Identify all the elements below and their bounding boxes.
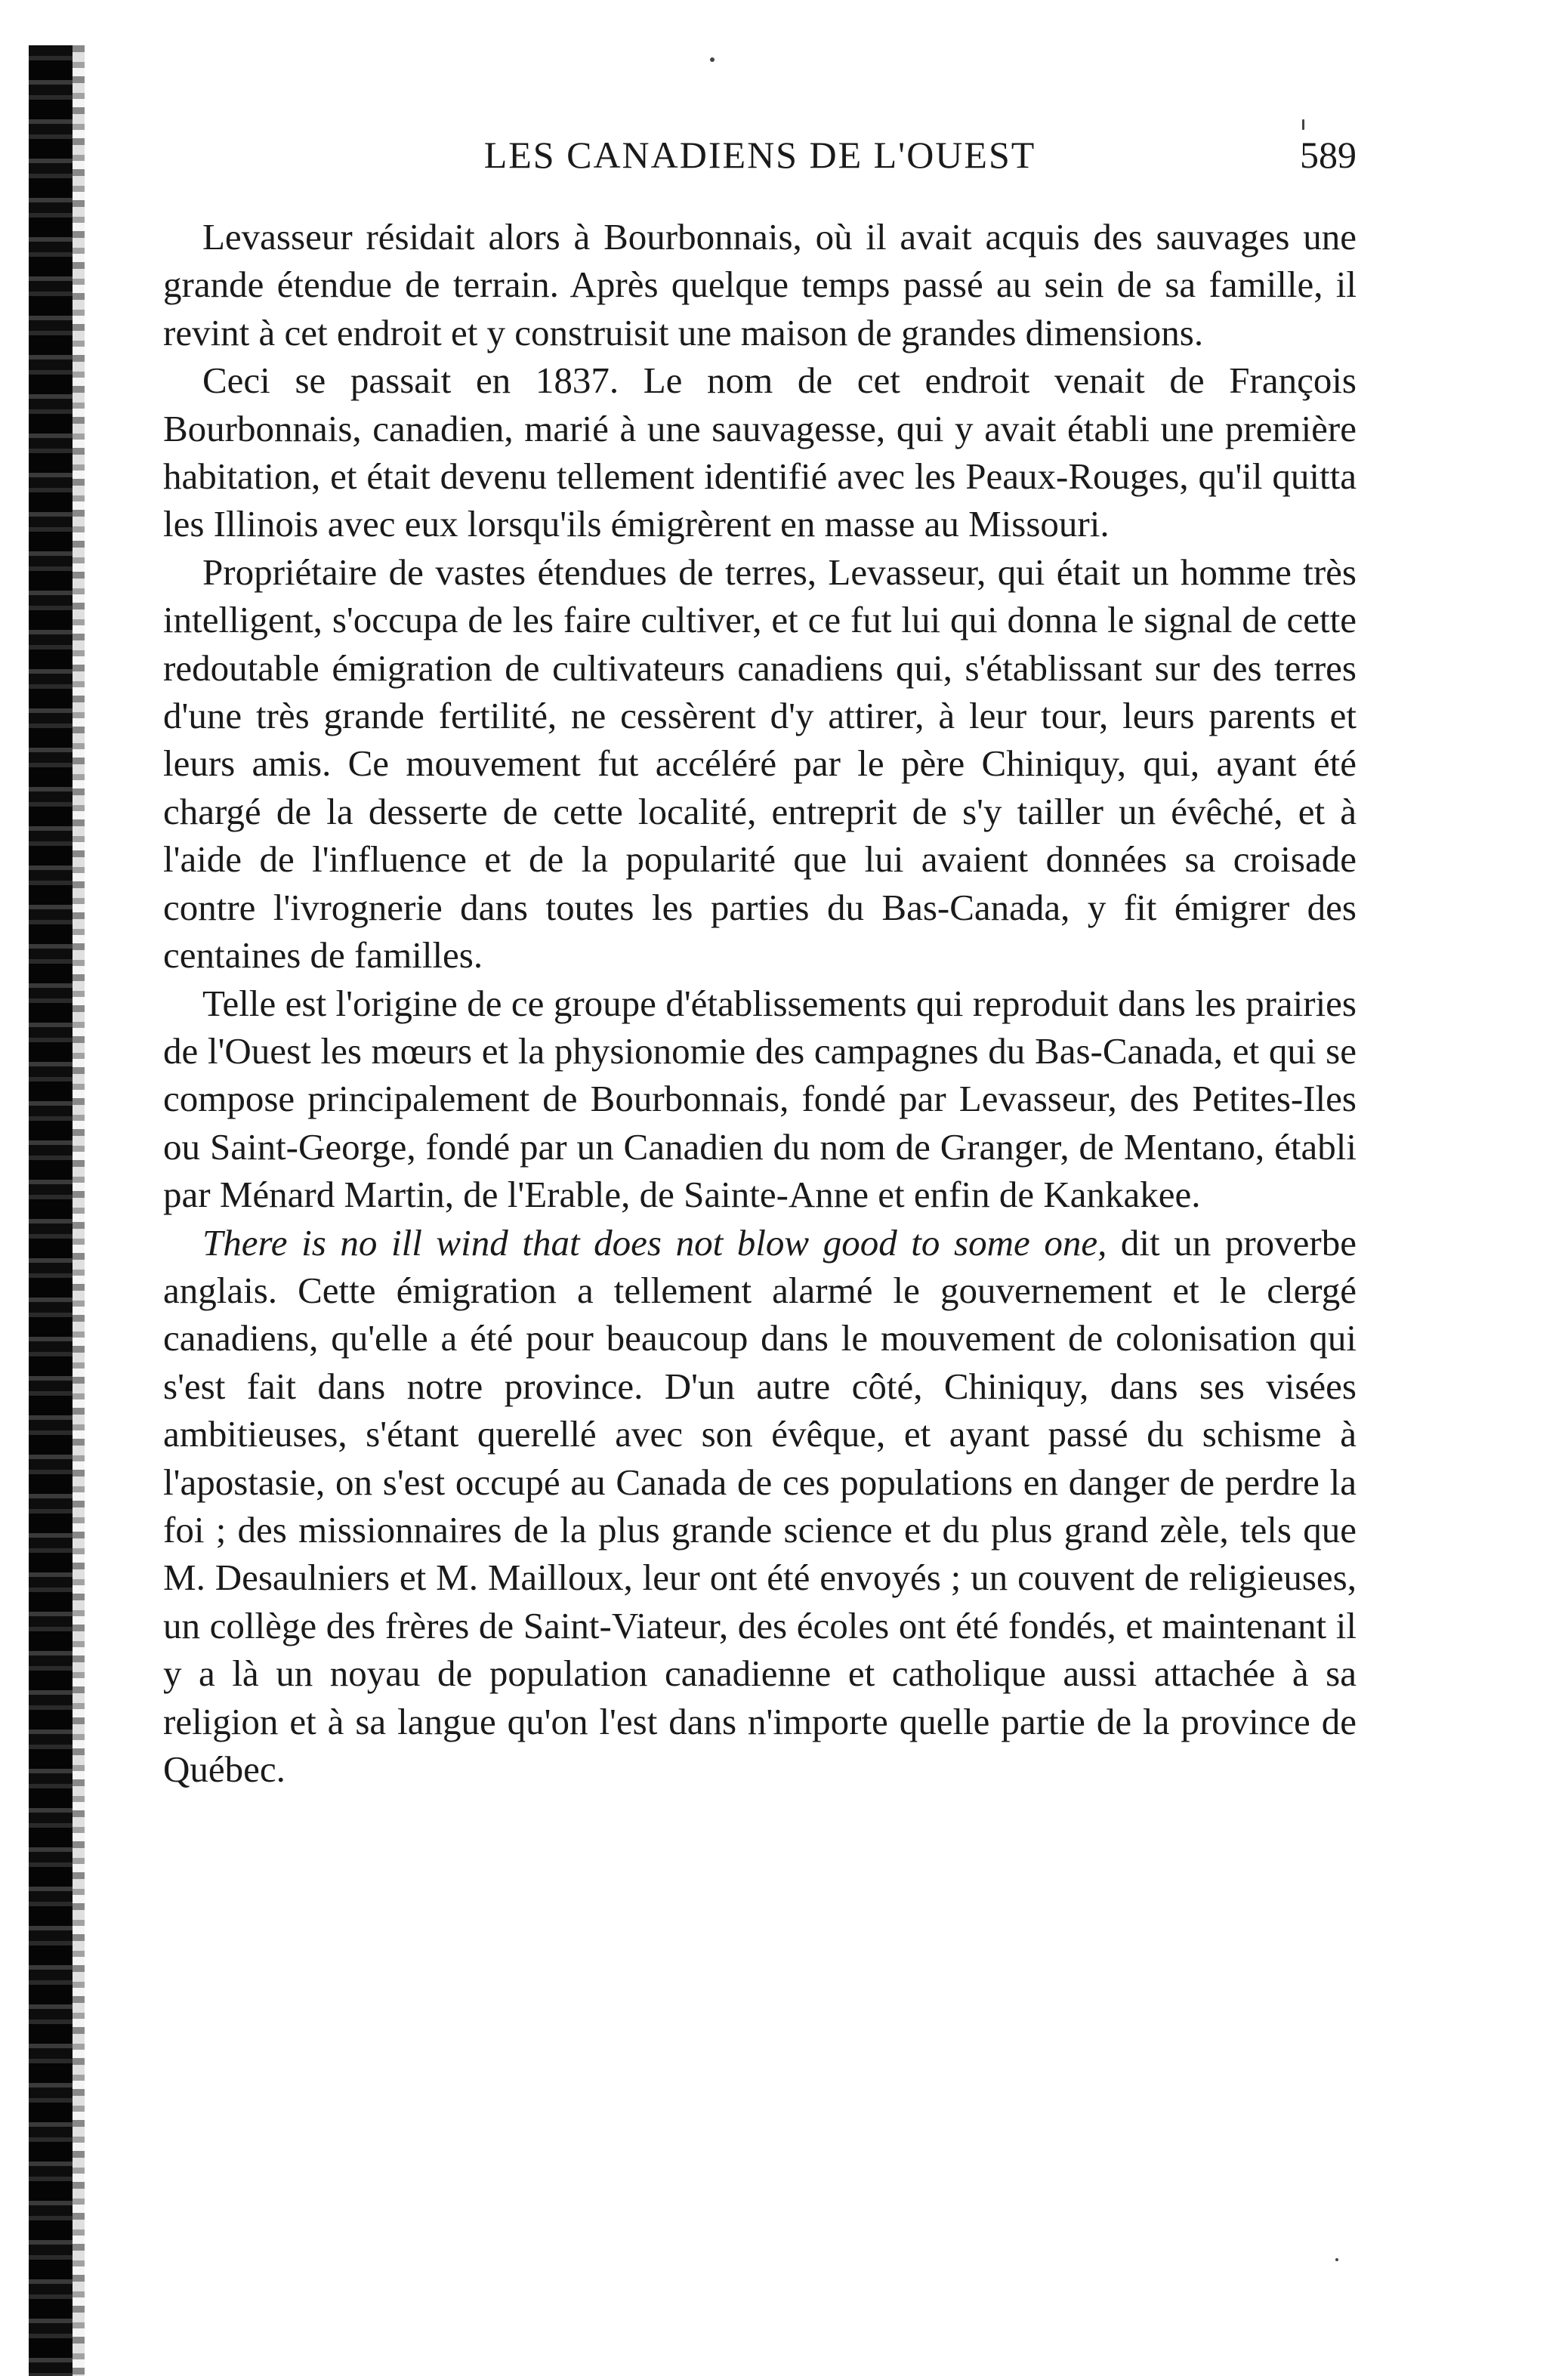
page-number: 589 [1300,134,1357,176]
running-title: LES CANADIENS DE L'OUEST [483,134,1036,176]
paragraph-2: Ceci se passait en 1837. Le nom de cet endroit venait de François Bourbonnais, canadien, marié à une sauvagesse, qui y avait établi une première habitation, et était devenu tellement identifié avec les Peaux-Rouges, qu'il quitta les Illinois avec eux lorsqu'ils émigrèrent en masse au Missouri. [163,359,1357,545]
page-header [163,128,1357,181]
paragraph-5-text: dit un proverbe anglais. Cette émigration a tellement alarmé le gouvernement et le clergé canadiens, qu'elle a été pour beaucoup dans le mouvement de colonisation qui s'est fait dans notre province. D'un autre côté, Chiniquy, dans ses visées ambitieuses, s'étant querellé avec son évêque, et ayant passé du schisme à l'apostasie, on s'est occupé au Canada de ces populations en danger de perdre la foi ; des missionnaires de la plus grande science et du plus grand zèle, tels que M. Desaulniers et M. Mailloux, leur ont été envoyés ; un couvent de religieuses, un collège des frères de Saint-Viateur, des écoles ont été fondés, et maintenant il y a là un noyau de population canadienne et catholique aussi attachée à sa religion et à sa langue qu'on l'est dans n'importe quelle partie de la province de Québec. [163,1221,1357,1790]
scan-binding-shadow [73,45,85,2376]
paragraph-5 [163,1219,1357,1794]
paragraph-1: Levasseur résidait alors à Bourbonnais, où il avait acquis des sauvages une grande étendue de terrain. Après quelque temps passé au sein de sa famille, il revint à cet endroit et y construisit une maison de grandes dimensions. [163,216,1357,353]
paragraph-3: Propriétaire de vastes étendues de terres, Levasseur, qui était un homme très intelligent, s'occupa de les faire cultiver, et ce fut lui qui donna le signal de cette redoutable émigration de cultivateurs canadiens qui, s'établissant sur des terres d'une très grande fertilité, ne cessèrent d'y attirer, à leur tour, leurs parents et leurs amis. Ce mouvement fut accéléré par le père Chiniquy, qui, ayant été chargé de la desserte de cette localité, entreprit de s'y tailler un évêché, et à l'aide de l'influence et de la popularité que lui avaient données sa croisade contre l'ivrognerie dans toutes les parties du Bas-Canada, y fit émigrer des centaines de familles. [163,551,1357,977]
scan-speck [710,57,715,62]
paragraph-4: Telle est l'origine de ce groupe d'établissements qui reproduit dans les prairies de l'Ouest les mœurs et la physionomie des campagnes du Bas-Canada, et qui se compose principalement de Bourbonnais, fondé par Levasseur, des Petites-Iles ou Saint-George, fondé par un Canadien du nom de Granger, de Mentano, établi par Ménard Martin, de l'Erable, de Sainte-Anne et enfin de Kankakee. [163,982,1357,1216]
body-text [163,213,1357,1793]
scan-speck [1335,2258,1338,2261]
english-proverb: There is no ill wind that does not blow good to some one, [202,1221,1107,1264]
scan-binding-edge [29,45,73,2376]
